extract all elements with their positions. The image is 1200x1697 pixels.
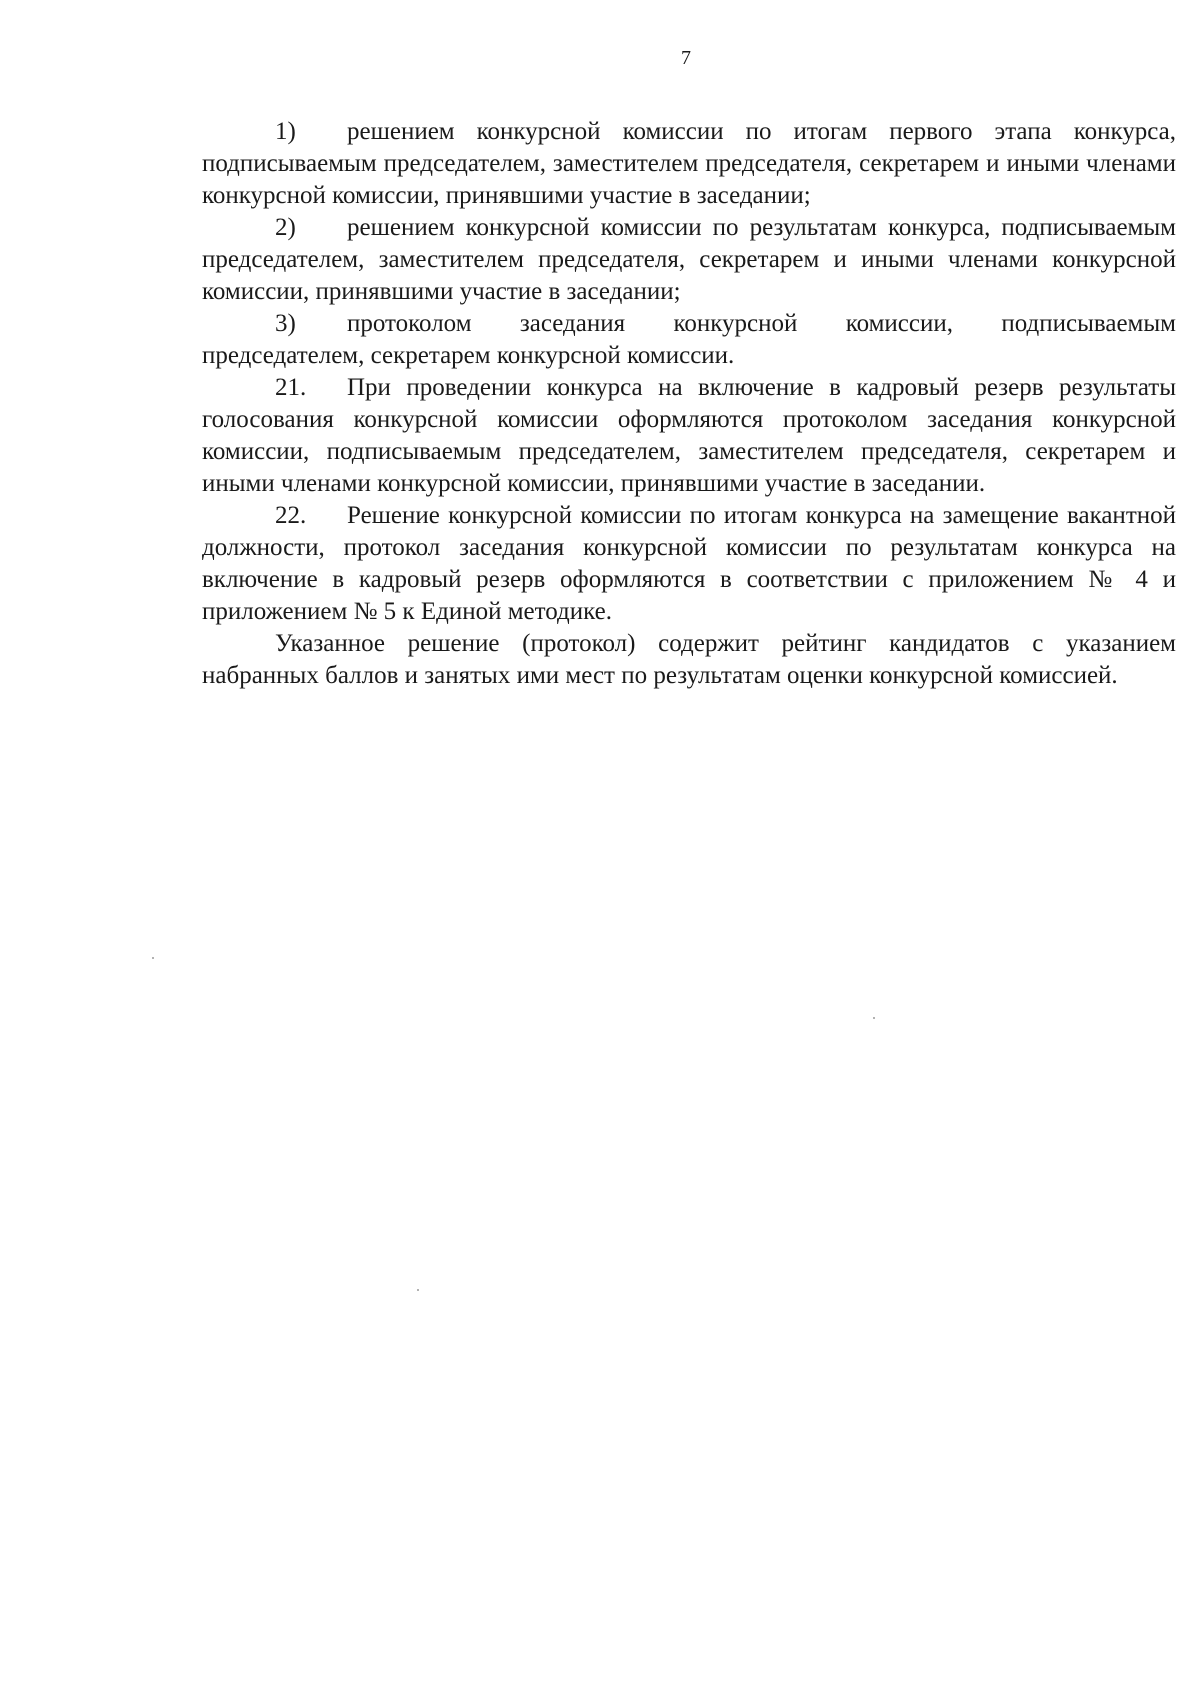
list-item-3 xyxy=(202,308,1176,372)
item-text: решением конкурсной комиссии по результатам конкурса, подписываемым председателем, заместителем председателя, секретарем и иными членами конкурсной комиссии, принявшими участие в заседании; xyxy=(202,214,1176,305)
paragraph-text: Указанное решение (протокол) содержит рейтинг кандидатов с указанием набранных баллов и занятых ими мест по результатам оценки конкурсной комиссией. xyxy=(202,630,1176,689)
item-number: 1) xyxy=(275,118,296,145)
clause-number: 22. xyxy=(275,502,307,529)
document-body xyxy=(202,116,1176,692)
item-number: 2) xyxy=(275,214,296,241)
scan-speck xyxy=(152,957,154,959)
clause-22 xyxy=(202,500,1176,628)
page-number: 7 xyxy=(681,47,691,69)
item-number: 3) xyxy=(275,310,296,337)
list-item-2 xyxy=(202,212,1176,308)
clause-number: 21. xyxy=(275,374,307,401)
scan-speck xyxy=(873,1017,875,1019)
scan-speck xyxy=(417,1289,419,1291)
clause-21 xyxy=(202,372,1176,500)
item-text: протоколом заседания конкурсной комиссии, подписываемым председателем, секретарем конкурсной комиссии. xyxy=(202,310,1176,369)
clause-22-continuation xyxy=(202,628,1176,692)
list-item-1 xyxy=(202,116,1176,212)
item-text: решением конкурсной комиссии по итогам первого этапа конкурса, подписываемым председателем, заместителем председателя, секретарем и иными членами конкурсной комиссии, принявшими участие в заседании; xyxy=(202,118,1176,209)
clause-text: Решение конкурсной комиссии по итогам конкурса на замещение вакантной должности, протокол заседания конкурсной комиссии по результатам конкурса на включение в кадровый резерв оформляются в соответствии с приложением № 4 и приложением № 5 к Единой методике. xyxy=(202,502,1176,625)
clause-text: При проведении конкурса на включение в кадровый резерв результаты голосования конкурсной комиссии оформляются протоколом заседания конкурсной комиссии, подписываемым председателем, заместителем председателя, секретарем и иными членами конкурсной комиссии, принявшими участие в заседании. xyxy=(202,374,1176,497)
